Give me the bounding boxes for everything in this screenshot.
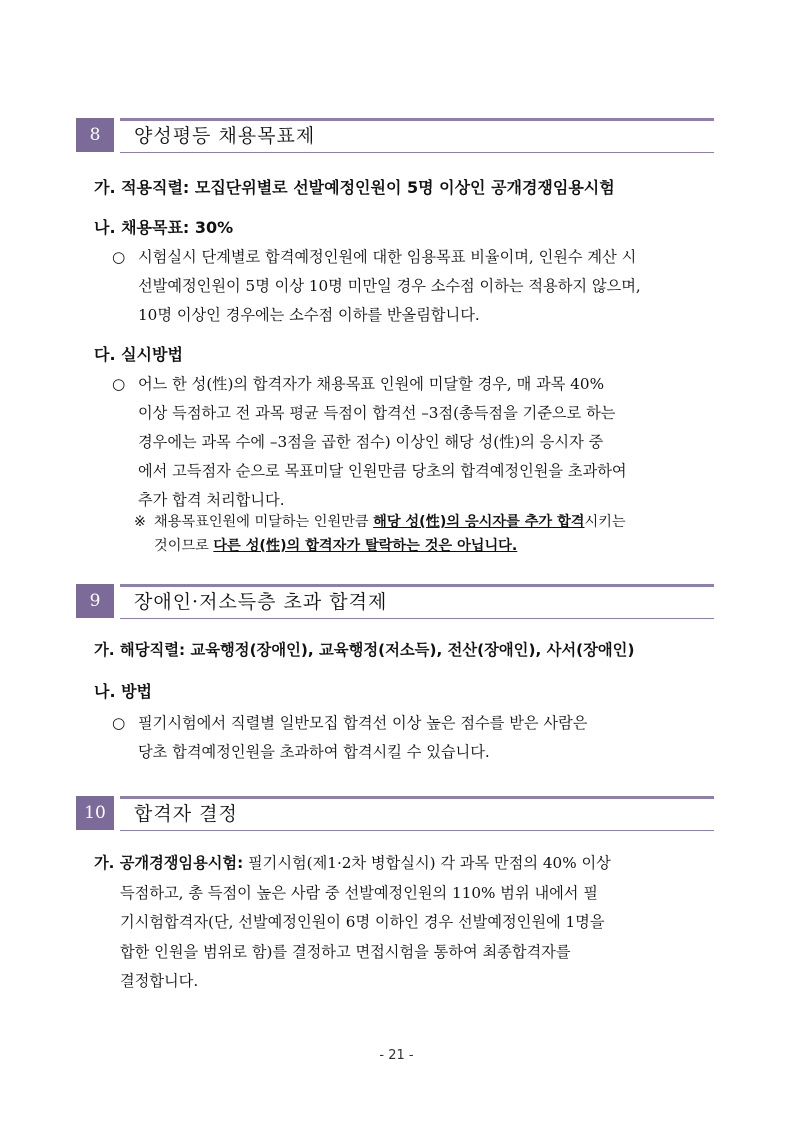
- section-title: 합격자 결정: [134, 803, 238, 825]
- item-heading: 가. 적용직렬: 모집단위별로 선발예정인원이 5명 이상인 공개경쟁임용시험: [94, 178, 615, 197]
- paragraph-lead: 가. 공개경쟁임용시험:: [94, 854, 244, 872]
- item-heading: 나. 채용목표: 30%: [94, 218, 234, 237]
- text-line: 10명 이상인 경우에는 소수점 이하를 반올림합니다.: [138, 306, 480, 324]
- bullet-paragraph: [112, 709, 720, 767]
- bullet-circle: ○: [112, 714, 126, 732]
- text-line: 시험실시 단계별로 합격예정인원에 대한 임용목표 비율이며, 인원수 계산 시: [138, 248, 637, 266]
- header-rule: [120, 618, 714, 619]
- text-line: 선발예정인원이 5명 이상 10명 미만일 경우 소수점 이하는 적용하지 않으며,: [138, 277, 641, 295]
- bullet-paragraph: [112, 370, 720, 515]
- header-rule: [120, 584, 714, 587]
- text-line: 필기시험에서 직렬별 일반모집 합격선 이상 높은 점수를 받은 사람은: [138, 714, 588, 732]
- text-line: 에서 고득점자 순으로 목표미달 인원만큼 당초의 합격예정인원을 초과하여: [138, 462, 627, 480]
- note-text: 시키는: [584, 514, 626, 530]
- section-title: 장애인·저소득층 초과 합격제: [134, 591, 388, 613]
- paragraph: [94, 849, 722, 997]
- header-rule: [120, 152, 714, 153]
- text-line: 득점하고, 총 득점이 높은 사람 중 선발예정인원의 110% 범위 내에서 필: [120, 883, 598, 902]
- section-number: 8: [76, 118, 114, 152]
- text-line: 경우에는 과목 수에 –3점을 곱한 점수) 이상인 해당 성(性)의 응시자 중: [138, 433, 604, 451]
- section-title: 양성평등 채용목표제: [134, 125, 316, 147]
- section-header-10: [76, 796, 714, 834]
- text-line: 결정합니다.: [120, 972, 199, 990]
- text-line: [94, 849, 722, 879]
- header-rule: [120, 830, 714, 831]
- underlined-text: 해당 성(性)의 응시자를 추가 합격: [373, 514, 585, 530]
- bullet-paragraph: [112, 243, 720, 330]
- item-heading: 나. 방법: [94, 682, 153, 701]
- text-line: 기시험합격자(단, 선발예정인원이 6명 이하인 경우 선발예정인원에 1명을: [120, 913, 605, 931]
- section-header-8: [76, 118, 714, 156]
- text-line: 추가 합격 처리합니다.: [138, 491, 285, 509]
- text-line: 당초 합격예정인원을 초과하여 합격시킬 수 있습니다.: [138, 743, 490, 761]
- section-number: 9: [76, 584, 114, 618]
- note: [134, 510, 722, 558]
- item-heading: 다. 실시방법: [94, 345, 183, 364]
- text-line: 합한 인원을 범위로 함)를 결정하고 면접시험을 통하여 최종합격자를: [120, 942, 571, 961]
- page-number: - 21 -: [379, 1048, 414, 1063]
- bullet-circle: ○: [112, 375, 126, 393]
- note-text: 채용목표인원에 미달하는 인원만큼: [154, 514, 374, 530]
- note-mark: ※: [134, 514, 146, 530]
- item-heading: 가. 해당직렬: 교육행정(장애인), 교육행정(저소득), 전산(장애인), 사서(장애인): [94, 641, 635, 659]
- text-line: 어느 한 성(性)의 합격자가 채용목표 인원에 미달할 경우, 매 과목 40%: [138, 375, 605, 393]
- section-header-9: [76, 584, 714, 622]
- header-rule: [120, 796, 714, 799]
- text-line: 이상 득점하고 전 과목 평균 득점이 합격선 –3점(총득점을 기준으로 하는: [138, 404, 616, 422]
- bullet-circle: ○: [112, 248, 126, 266]
- header-rule: [120, 118, 714, 121]
- underlined-text: 다른 성(性)의 합격자가 탈락하는 것은 아닙니다.: [213, 538, 518, 554]
- note-text: 것이므로: [154, 538, 214, 554]
- note-line: [154, 534, 722, 558]
- note-line: [154, 510, 722, 534]
- section-number: 10: [76, 796, 114, 830]
- paragraph-text: 필기시험(제1·2차 병합실시) 각 과목 만점의 40% 이상: [243, 854, 611, 872]
